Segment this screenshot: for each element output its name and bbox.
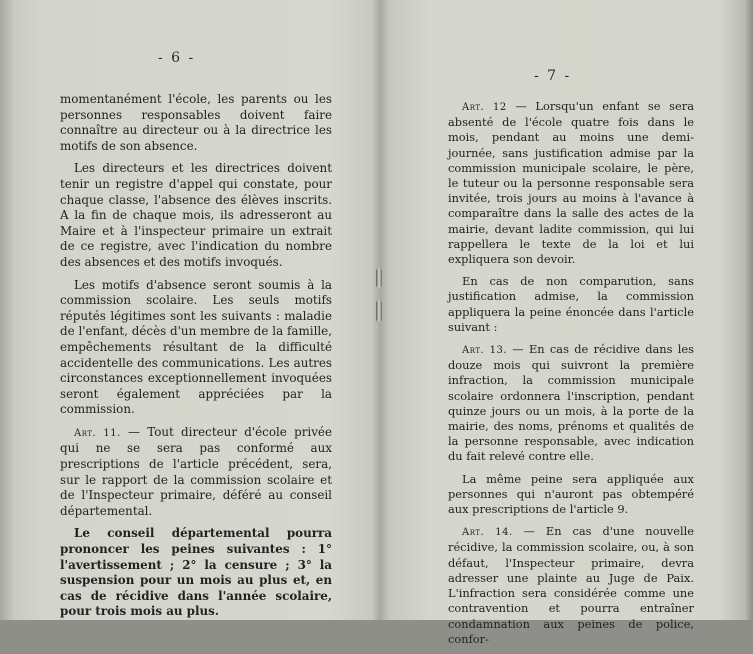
article-paragraph [448, 99, 694, 267]
paragraph: La même peine sera appliquée aux personnes qui n'auront pas obtempéré aux prescriptions de l'article 9. [448, 471, 694, 517]
article-paragraph [448, 342, 694, 465]
article-label: Art. 12 [462, 102, 507, 113]
paragraph: momentanément l'école, les parents ou les personnes responsables doivent faire connaître au directeur ou à la directrice les motifs de son absence. [60, 92, 332, 153]
article-text: — En cas de récidive dans les douze mois qui suivront la première infraction, la commission municipale scolaire ordonnera l'inscription, pendant quinze jours ou un mois, à la porte de la mairie, des noms, prénoms et qualités de la personne responsable, avec indication du fait relevé contre elle. [448, 342, 694, 464]
paragraph: Les motifs d'absence seront soumis à la commission scolaire. Les seuls motifs réputés légitimes sont les suivants : maladie de l'enfant, décès d'un membre de la famille, empêchements résultant de la difficulté accidentelle des communications. Les autres circonstances exceptionnellement invoquées seront également appréciées par la commission. [60, 277, 332, 417]
page-text [448, 99, 694, 654]
article-text: — En cas d'une nouvelle récidive, la commission scolaire, ou, à son défaut, l'Inspecteur primaire, devra adresser une plainte au Juge de Paix. L'infraction sera considérée comme une contravention et pourra entraîner condamnation aux peines de police, confor- [448, 524, 694, 646]
page-number: - 6 - [158, 50, 196, 66]
right-page [380, 0, 753, 646]
article-text: — Tout directeur d'école privée qui ne se sera pas conformé aux prescriptions de l'article précédent, sera, sur le rapport de la commission scolaire et de l'Inspecteur primaire, déféré au conseil départemental. [60, 424, 332, 518]
paragraph: Les directeurs et les directrices doivent tenir un registre d'appel qui constate, pour chaque classe, l'absence des élèves inscrits. A la fin de chaque mois, ils adresseront au Maire et à l'inspecteur primaire un extrait de ce registre, avec l'indication du nombre des absences et des motifs invoqués. [60, 161, 332, 269]
article-paragraph [448, 524, 694, 647]
article-text: — Lorsqu'un enfant se sera absenté de l'école quatre fois dans le mois, pendant au moins une demi-journée, sans justification admise par la commission municipale scolaire, le père, le tuteur ou la personne responsable sera invitée, trois jours au moins à l'avance à comparaître dans la salle des actes de la mairie, devant ladite commission, qui lui rappellera le texte de la loi et lui expliquera son devoir. [448, 99, 695, 267]
left-page [0, 0, 378, 620]
article-label: Art. 13. [462, 345, 507, 357]
paragraph: Le conseil départemental pourra prononcer les peines suivantes : 1° l'avertissement ; 2° la censure ; 3° la suspension pour un mois au plus et, en cas de récidive dans l'année scolaire, pour trois mois au plus. [60, 526, 332, 619]
article-label: Art. 11. [74, 427, 121, 439]
paragraph: En cas de non comparution, sans justification admise, la commission appliquera la peine énoncée dans l'article suivant : [448, 274, 694, 334]
page-text [60, 92, 332, 627]
article-label: Art. 14. [462, 527, 513, 539]
article-paragraph [60, 425, 332, 520]
page-number: - 7 - [534, 68, 572, 84]
